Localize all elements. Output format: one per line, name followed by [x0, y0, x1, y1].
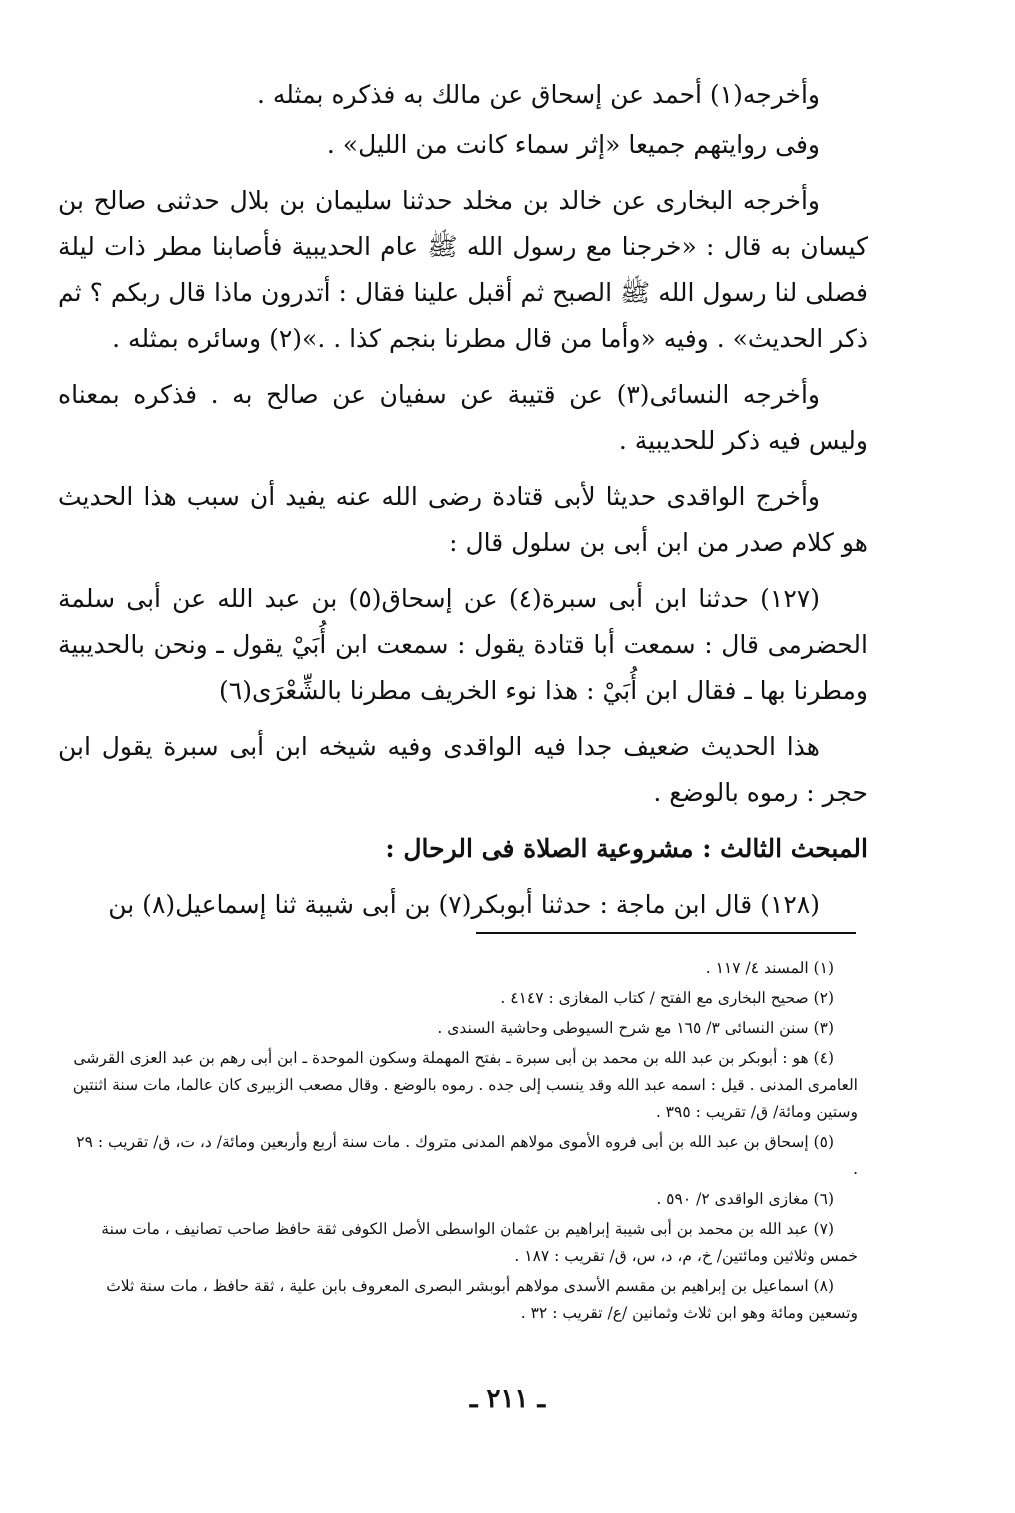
footnote-1: (١) المسند ٤/ ١١٧ . [705, 959, 834, 977]
footnote-8: (٨) اسماعيل بن إبراهيم بن مقسم الأسدى مولاهم أبوبشر البصرى المعروف بابن علية ، ثقة حافظ ، مات سنة ثلاث وتسعين ومائة وهو ابن ثلاث وثمانين /ع/ تقريب : ٣٢ . [106, 1277, 858, 1322]
paragraph-3: وأخرجه البخارى عن خالد بن مخلد حدثنا سليمان بن بلال حدثنى صالح بن كيسان به قال : «خرجنا مع رسول الله ﷺ عام الحديبية فأصابنا مطر ذات ليلة فصلى لنا رسول الله ﷺ الصبح ثم أقبل علينا فقال : أتدرون ماذا قال ربكم ؟ ثم ذكر الحديث» . وفيه «وأما من قال مطرنا بنجم كذا . .»(٢) وسائره بمثله . [58, 186, 868, 353]
main-text [58, 72, 868, 938]
section-heading: المبحث الثالث : مشروعية الصلاة فى الرحال : [385, 834, 868, 863]
hadith-127: (١٢٧) حدثنا ابن أبى سبرة(٤) عن إسحاق(٥) بن عبد الله عن أبى سلمة الحضرمى قال : سمعت أبا قتادة يقول : سمعت ابن أُبَيْ يقول ـ ونحن بالحديبية ومطرنا بها ـ فقال ابن أُبَيْ : هذا نوء الخريف مطرنا بالشِّعْرَى(٦) [58, 584, 868, 705]
footnote-3: (٣) سنن النسائى ٣/ ١٦٥ مع شرح السيوطى وحاشية السندى . [437, 1019, 834, 1037]
paragraph-1: وأخرجه(١) أحمد عن إسحاق عن مالك به فذكره بمثله . [256, 80, 820, 109]
footnote-6: (٦) مغازى الواقدى ٢/ ٥٩٠ . [656, 1190, 834, 1208]
footnotes [72, 955, 858, 1330]
footnote-7: (٧) عبد الله بن محمد بن أبى شيبة إبراهيم بن عثمان الواسطى الأصل الكوفى ثقة حافظ صاحب تصانيف ، مات سنة خمس وثلاثين ومائتين/ خ، م، د، س، ق/ تقريب : ١٨٧ . [101, 1220, 858, 1265]
paragraph-5: وأخرج الواقدى حديثا لأبى قتادة رضى الله عنه يفيد أن سبب هذا الحديث هو كلام صدر من ابن أبى بن سلول قال : [58, 482, 868, 557]
footnote-5: (٥) إسحاق بن عبد الله بن أبى فروه الأموى مولاهم المدنى متروك . مات سنة أربع وأربعين ومائة/ د، ت، ق/ تقريب : ٢٩ . [76, 1133, 858, 1178]
hadith-128: (١٢٨) قال ابن ماجة : حدثنا أبوبكر(٧) بن أبى شيبة ثنا إسماعيل(٨) بن [108, 890, 820, 919]
footnote-4: (٤) هو : أبوبكر بن عبد الله بن محمد بن أبى سبرة ـ بفتح المهملة وسكون الموحدة ـ ابن أبى رهم بن عبد العزى القرشى العامرى المدنى . قيل : اسمه عبد الله وقد ينسب إلى جده . رموه بالوضع . وقال مصعب الزبيرى كان عالما، مات سنة اثنتين وستين ومائة/ ق/ تقريب : ٣٩٥ . [72, 1049, 858, 1121]
paragraph-2: وفى روايتهم جميعا «إثر سماء كانت من الليل» . [326, 130, 820, 159]
paragraph-4: وأخرجه النسائى(٣) عن قتيبة عن سفيان عن صالح به . فذكره بمعناه وليس فيه ذكر للحديبية . [58, 380, 868, 455]
footnote-separator [476, 932, 856, 934]
page-number: ـ ٢١١ ـ [469, 1384, 546, 1414]
paragraph-7: هذا الحديث ضعيف جدا فيه الواقدى وفيه شيخه ابن أبى سبرة يقول ابن حجر : رموه بالوضع . [58, 732, 868, 807]
footnote-2: (٢) صحيح البخارى مع الفتح / كتاب المغازى : ٤١٤٧ . [500, 989, 834, 1007]
